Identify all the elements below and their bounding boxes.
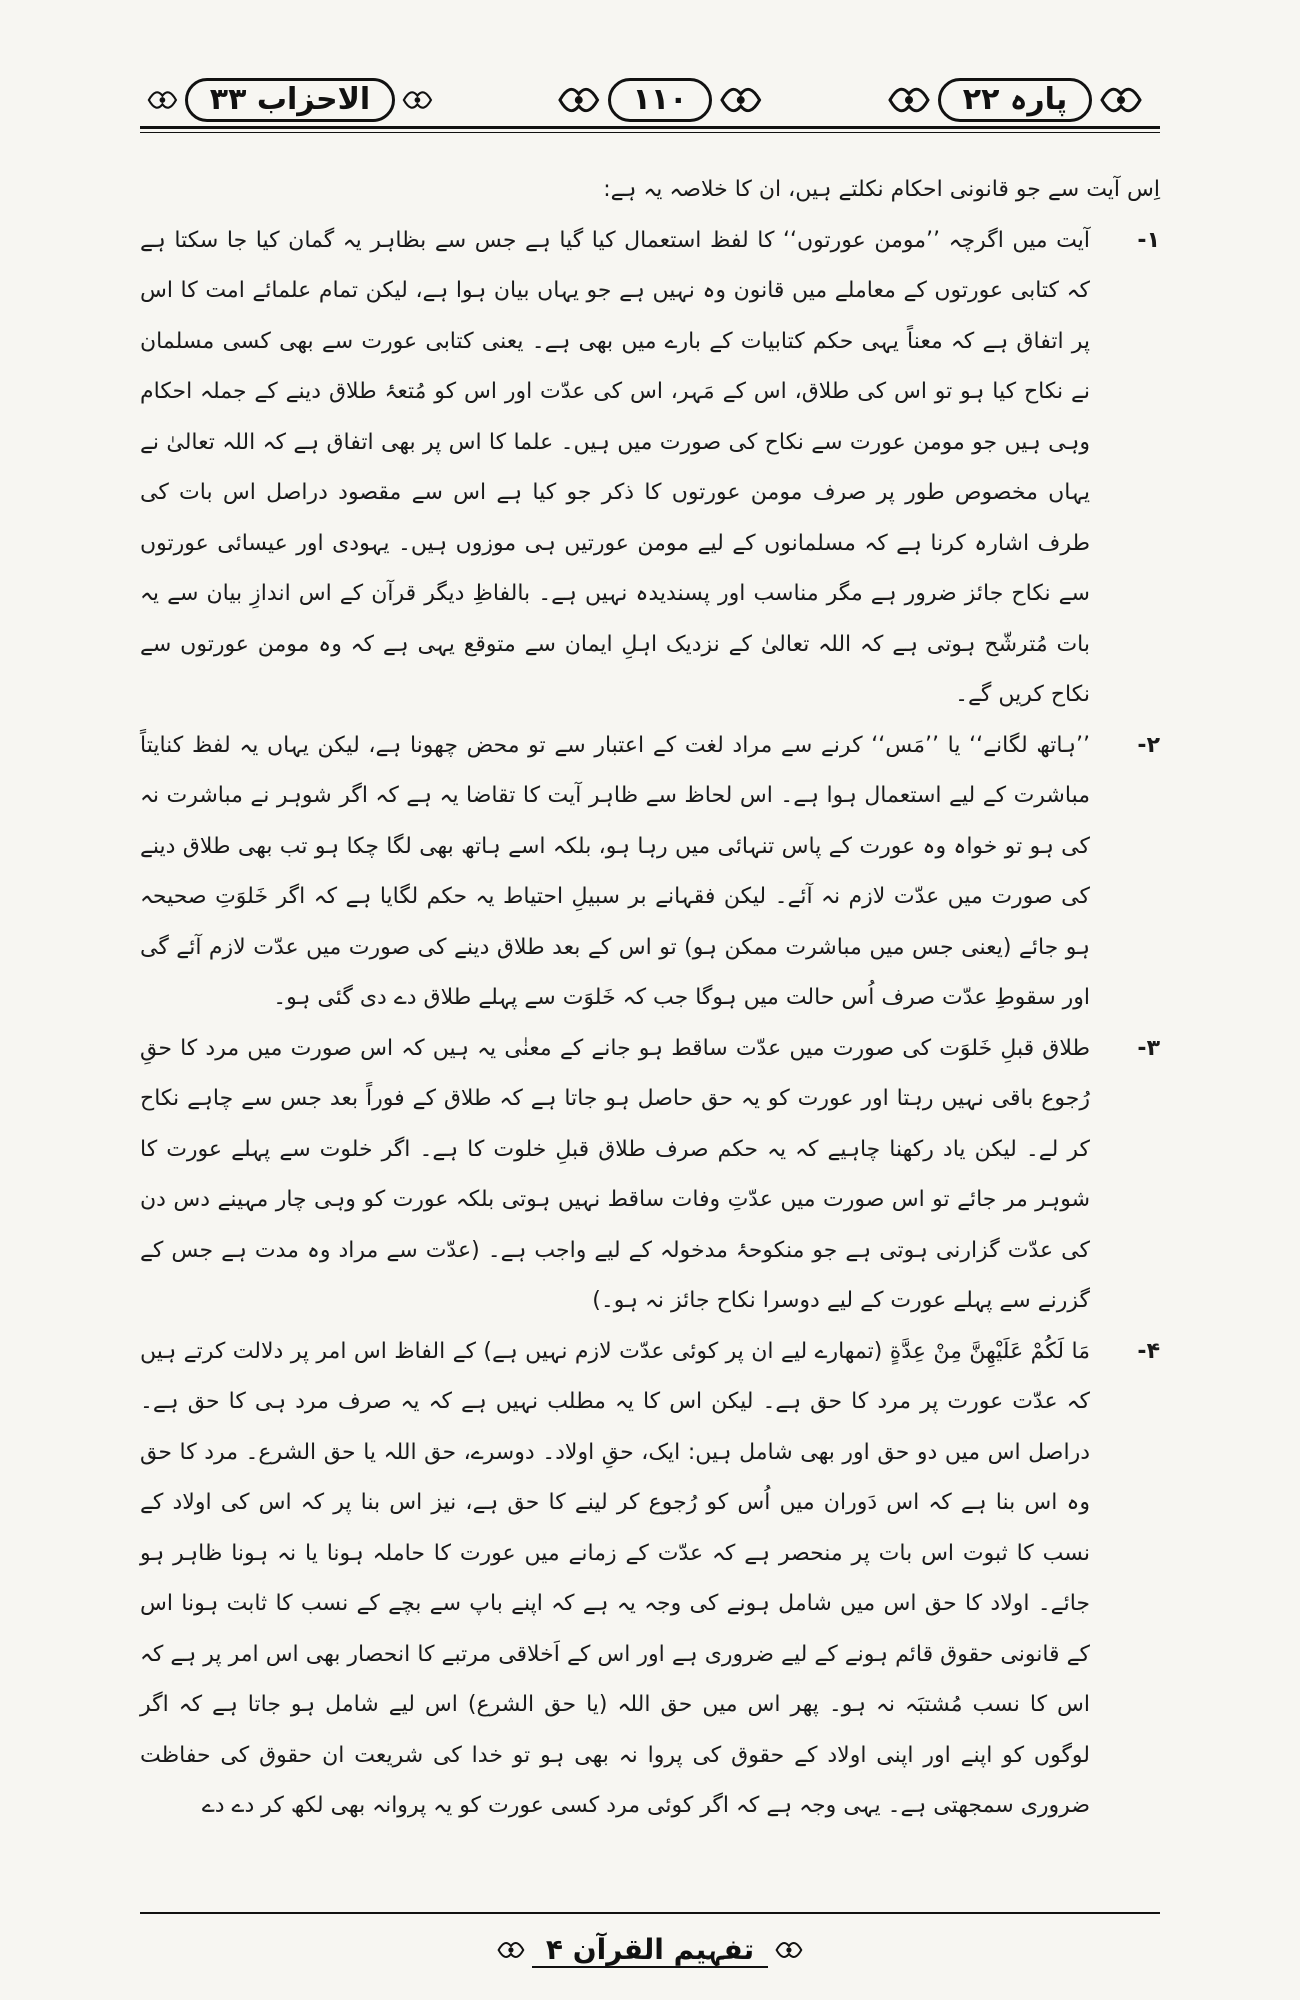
para-cartouche: [870, 78, 1160, 122]
floral-ornament-icon: [496, 1930, 526, 1970]
list-item: [140, 216, 1160, 721]
item-text: ’’ہاتھ لگانے‘‘ یا ’’مَس‘‘ کرنے سے مراد لغت کے اعتبار سے تو محض چھونا ہے، لیکن یہاں یہ لفظ کنایتاً مباشرت کے لیے استعمال ہوا ہے۔ اس لحاظ سے ظاہر آیت کا تقاضا یہ ہے کہ اگر شوہر نے مباشرت نہ کی ہو تو خواہ وہ عورت کے پاس تنہائی میں رہا ہو، بلکہ اسے ہاتھ بھی لگا چکا ہو تب بھی طلاق دینے کی صورت میں عدّت لازم نہ آئے۔ لیکن فقہانے بر سبیلِ احتیاط یہ حکم لگایا ہے کہ اگر خَلوَتِ صحیحہ ہو جائے (یعنی جس میں مباشرت ممکن ہو) تو اس کے بعد طلاق دینے کی صورت میں عدّت لازم آئے گی اور سقوطِ عدّت صرف اُس حالت میں ہوگا جب کہ خَلوَت سے پہلے طلاق دے دی گئی ہو۔: [140, 732, 1090, 1010]
para-label: پارہ ۲۲: [938, 78, 1092, 122]
item-number: ۲-: [1137, 732, 1160, 758]
floral-ornament-icon: [886, 80, 932, 120]
book-title: تفہیم القرآن ۴: [532, 1933, 768, 1968]
item-number: ۱-: [1137, 227, 1160, 253]
page-body: [140, 165, 1160, 1832]
floral-ornament-icon: [146, 80, 179, 120]
item-number: ۴-: [1137, 1338, 1160, 1364]
header-rule-thin: [140, 132, 1160, 133]
floral-ornament-icon: [718, 80, 764, 120]
item-text: طلاق قبلِ خَلوَت کی صورت میں عدّت ساقط ہو جانے کے معنٰی یہ ہیں کہ اس صورت میں مرد کا حقِ رُجوع باقی نہیں رہتا اور عورت کو یہ حق حاصل ہو جاتا ہے کہ طلاق کے فوراً بعد جس سے چاہے نکاح کر لے۔ لیکن یاد رکھنا چاہیے کہ یہ حکم صرف طلاق قبلِ خلوت کا ہے۔ اگر خلوت سے پہلے عورت کا شوہر مر جائے تو اس صورت میں عدّتِ وفات ساقط نہیں ہوتی بلکہ عورت کو وہی چار مہینے دس دن کی عدّت گزارنی ہوتی ہے جو منکوحۂ مدخولہ کے لیے واجب ہے۔ (عدّت سے مراد وہ مدت ہے جس کے گزرنے سے پہلے عورت کے لیے دوسرا نکاح جائز نہ ہو۔): [140, 1035, 1091, 1313]
header-rule: [140, 126, 1160, 129]
surah-cartouche: [140, 78, 440, 122]
page-footer: [490, 1925, 810, 1975]
floral-ornament-icon: [1098, 80, 1144, 120]
item-text: مَا لَكُمْ عَلَيْهِنَّ مِنْ عِدَّةٍ (تمھارے لیے ان پر کوئی عدّت لازم نہیں ہے) کے الفاظ اس امر پر دلالت کرتے ہیں کہ عدّت عورت پر مرد کا حق ہے۔ لیکن اس کا یہ مطلب نہیں ہے کہ یہ صرف مرد ہی کا حق ہے۔ دراصل اس میں دو حق اور بھی شامل ہیں: ایک، حقِ اولاد۔ دوسرے، حق اللہ یا حق الشرع۔ مرد کا حق وہ اس بنا ہے کہ اس دَوران میں اُس کو رُجوع کر لینے کا حق ہے، نیز اس بنا پر کہ اس کی اولاد کے نسب کا ثبوت اس بات پر منحصر ہے کہ عدّت کے زمانے میں عورت کا حاملہ ہونا یا نہ ہونا ظاہر ہو جائے۔ اولاد کا حق اس میں شامل ہونے کی وجہ یہ ہے کہ اپنے باپ سے بچے کے نسب کا ثابت ہونا اس کے قانونی حقوق قائم ہونے کے لیے ضروری ہے اور اس کے اَخلاقی مرتبے کا انحصار بھی اس امر پر ہے کہ اس کا نسب مُشتبَہ نہ ہو۔ پھر اس میں حق اللہ (یا حق الشرع) اس لیے شامل ہو جاتا ہے کہ اگر لوگوں کو اپنے اور اپنی اولاد کے حقوق کی پروا نہ بھی ہو تو خدا کی شریعت ان حقوق کی حفاظت ضروری سمجھتی ہے۔ یہی وجہ ہے کہ اگر کوئی مرد کسی عورت کو یہ پروانہ بھی لکھ کر دے دے: [140, 1338, 1090, 1818]
item-number: ۳-: [1137, 1035, 1160, 1061]
page-number: ۱۱۰: [608, 78, 713, 122]
list-item: [140, 721, 1160, 1024]
floral-ornament-icon: [556, 80, 602, 120]
item-text: آیت میں اگرچہ ’’مومن عورتوں‘‘ کا لفظ استعمال کیا گیا ہے جس سے بظاہر یہ گمان کیا جا سکتا ہے کہ کتابی عورتوں کے معاملے میں قانون وہ نہیں ہے جو یہاں بیان ہوا ہے، لیکن تمام علمائے امت کا اس پر اتفاق ہے کہ معناً یہی حکم کتابیات کے بارے میں بھی ہے۔ یعنی کتابی عورت سے بھی کسی مسلمان نے نکاح کیا ہو تو اس کی طلاق، اس کے مَہر، اس کی عدّت اور اس کو مُتعۂ طلاق دینے کے جملہ احکام وہی ہیں جو مومن عورت سے نکاح کی صورت میں ہیں۔ علما کا اس پر بھی اتفاق ہے کہ اللہ تعالیٰ نے یہاں مخصوص طور پر صرف مومن عورتوں کا ذکر جو کیا ہے اس سے مقصود دراصل اس بات کی طرف اشارہ کرنا ہے کہ مسلمانوں کے لیے مومن عورتیں ہی موزوں ہیں۔ یہودی اور عیسائی عورتوں سے نکاح جائز ضرور ہے مگر مناسب اور پسندیدہ نہیں ہے۔ بالفاظِ دیگر قرآن کے اس اندازِ بیان سے یہ بات مُترشّح ہوتی ہے کہ اللہ تعالیٰ کے نزدیک اہلِ ایمان سے متوقع یہی ہے کہ وہ مومن عورتوں سے نکاح کریں گے۔: [140, 227, 1090, 707]
floral-ornament-icon: [774, 1930, 804, 1970]
intro-paragraph: اِس آیت سے جو قانونی احکام نکلتے ہیں، ان کا خلاصہ یہ ہے:: [603, 177, 1160, 202]
floral-ornament-icon: [401, 80, 434, 120]
list-item: [140, 1024, 1160, 1327]
surah-label: الاحزاب ۳۳: [185, 78, 395, 122]
page-header: [140, 70, 1160, 140]
page-number-cartouche: [550, 78, 770, 122]
list-item: [140, 1327, 1160, 1832]
footer-rule: [140, 1912, 1160, 1914]
